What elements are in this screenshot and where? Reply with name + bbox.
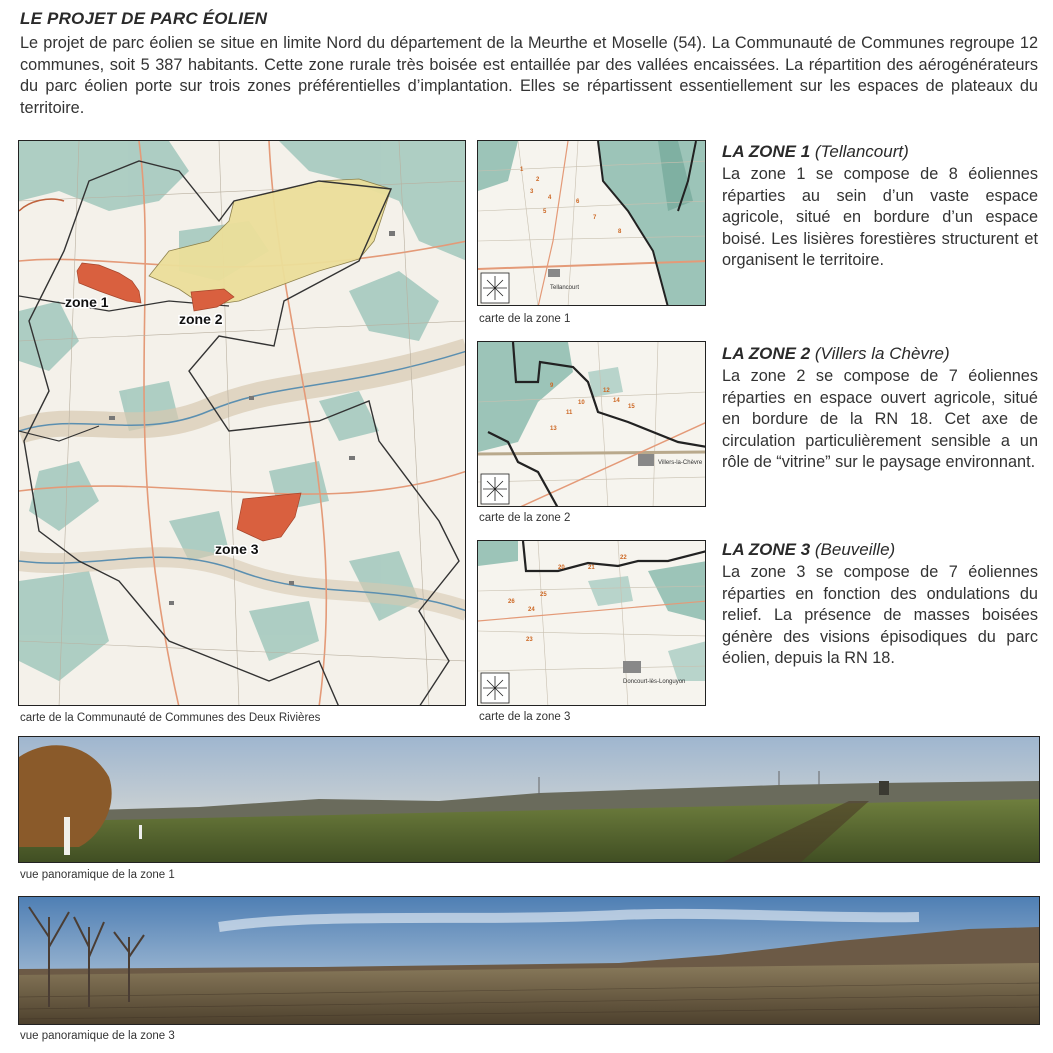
zone-2-turbine-12: 12 — [603, 388, 610, 394]
zone-1-turbine-1: 1 — [520, 167, 524, 173]
main-map-label-zone-3: zone 3 — [215, 541, 259, 557]
zone-1-text: La zone 1 se compose de 8 éoliennes réparties au sein d’un vaste espace agricole, situé en bordure d’un espace boisé. Les lisières forestières structurent et organisent le territoire. — [722, 165, 1038, 269]
zone-2-turbine-10: 10 — [578, 400, 585, 406]
zone-1-turbine-4: 4 — [548, 195, 552, 201]
zone-2-map[interactable] — [477, 341, 706, 507]
zone-1-turbine-8: 8 — [618, 229, 622, 235]
zone-3-map-caption: carte de la zone 3 — [479, 711, 571, 723]
zone-1-turbine-5: 5 — [543, 209, 547, 215]
zone-2-turbine-9: 9 — [550, 383, 554, 389]
zone-3-turbine-21: 21 — [588, 565, 595, 571]
panorama-zone-1-photo — [19, 737, 1040, 863]
panorama-zone-3-photo — [19, 897, 1040, 1025]
zone-1-turbine-3: 3 — [530, 189, 534, 195]
panorama-zone-3 — [18, 896, 1040, 1025]
zone-3-map[interactable] — [477, 540, 706, 706]
zone-3-turbine-23: 23 — [526, 637, 533, 643]
main-map[interactable] — [18, 140, 466, 706]
zone-1-turbine-6: 6 — [576, 199, 580, 205]
zone-2-map-town: Villers-la-Chèvre — [658, 460, 703, 466]
panorama-zone-1 — [18, 736, 1040, 863]
zone-1-heading-place: (Tellancourt) — [814, 142, 909, 161]
zone-2-text: La zone 2 se compose de 7 éoliennes réparties en espace ouvert agricole, situé en bordure de la RN 18. Cet axe de circulation particulièrement sensible a un rôle de “vitrine” sur le paysage environnant. — [722, 367, 1038, 471]
zone-1-map[interactable] — [477, 140, 706, 306]
zone-2-map-graphic — [478, 342, 706, 507]
intro-paragraph: Le projet de parc éolien se situe en limite Nord du département de la Meurthe et Moselle (54). La Communauté de Communes regroupe 12 communes, soit 5 387 habitants. Cette zone rurale très boisée est entaillée par des vallées encaissées. La répartition des aérogénérateurs du parc éolien porte sur trois zones préférentielles d’implantation. Elles se répartissent essentiellement sur les espaces de plateaux du territoire. — [20, 34, 1038, 117]
zone-3-map-graphic — [478, 541, 706, 706]
zone-1-heading — [722, 142, 909, 162]
panorama-zone-1-caption: vue panoramique de la zone 1 — [20, 869, 175, 881]
zone-2-heading — [722, 344, 950, 364]
zone-2-turbine-15: 15 — [628, 404, 635, 410]
zone-2-turbine-13: 13 — [550, 426, 557, 432]
page-title: LE PROJET DE PARC ÉOLIEN — [20, 9, 268, 28]
zone-3-turbine-20: 20 — [558, 565, 565, 571]
zone-2-turbine-14: 14 — [613, 398, 620, 404]
zone-3-heading-title: LA ZONE 3 — [722, 540, 811, 559]
zone-1-turbine-7: 7 — [593, 215, 597, 221]
zone-1-map-graphic — [478, 141, 706, 306]
zone-3-map-town: Doncourt-lès-Longuyon — [623, 679, 686, 685]
zone-1-map-town: Tellancourt — [550, 285, 580, 291]
zone-1-turbine-2: 2 — [536, 177, 540, 183]
zone-3-heading-place: (Beuveille) — [814, 540, 896, 559]
zone-2-heading-title: LA ZONE 2 — [722, 344, 811, 363]
zone-3-text: La zone 3 se compose de 7 éoliennes réparties en fonction des ondulations du relief. La présence de masses boisées génère des visions épisodiques du parc éolien, depuis la RN 18. — [722, 563, 1038, 667]
main-map-graphic — [19, 141, 466, 706]
zone-3-turbine-26: 26 — [508, 599, 515, 605]
zone-3-turbine-25: 25 — [540, 592, 547, 598]
main-map-label-zone-1: zone 1 — [65, 294, 109, 310]
zone-2-heading-place: (Villers la Chèvre) — [814, 344, 950, 363]
zone-1-map-caption: carte de la zone 1 — [479, 313, 571, 325]
panorama-zone-3-caption: vue panoramique de la zone 3 — [20, 1030, 175, 1042]
zone-2-turbine-11: 11 — [566, 410, 573, 416]
main-map-label-zone-2: zone 2 — [179, 311, 223, 327]
main-map-caption: carte de la Communauté de Communes des Deux Rivières — [20, 712, 321, 724]
zone-2-map-caption: carte de la zone 2 — [479, 512, 571, 524]
zone-3-heading — [722, 540, 895, 560]
zone-3-turbine-22: 22 — [620, 555, 627, 561]
zone-3-turbine-24: 24 — [528, 607, 535, 613]
zone-1-heading-title: LA ZONE 1 — [722, 142, 811, 161]
